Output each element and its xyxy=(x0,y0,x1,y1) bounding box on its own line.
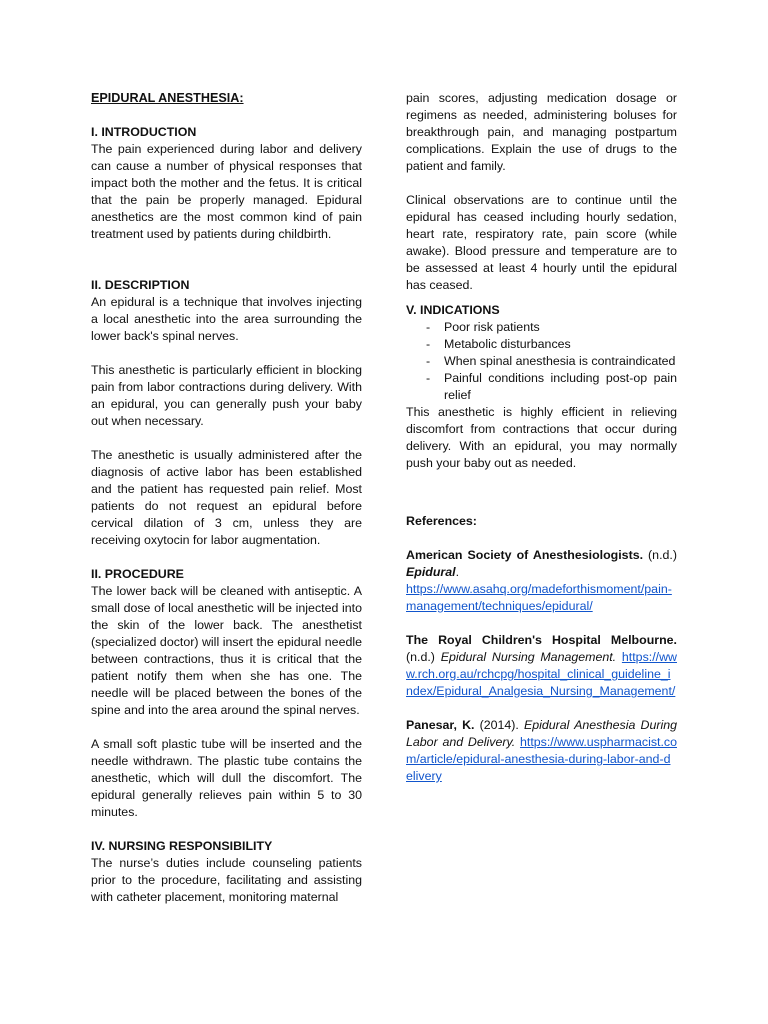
list-item: - Metabolic disturbances xyxy=(426,337,571,351)
nursing-heading: IV. NURSING RESPONSIBILITY xyxy=(91,839,273,853)
document-title: EPIDURAL ANESTHESIA: xyxy=(91,91,244,105)
reference-3-link[interactable]: https://www.uspharmacist.com/article/epidural-anesthesia-during-labor-and-delivery xyxy=(406,735,677,783)
description-heading: II. DESCRIPTION xyxy=(91,278,190,292)
intro-heading: I. INTRODUCTION xyxy=(91,125,197,139)
nursing-paragraph-1-start: The nurse’s duties include counseling patients prior to the procedure, facilitating and assisting with catheter placement, monitoring maternal xyxy=(91,856,362,904)
reference-3: Panesar, K. (2014). Epidural Anesthesia During Labor and Delivery. https://www.uspharmacist.com/article/epidural-anesthesia-during-labor-and-delivery xyxy=(406,718,677,783)
reference-1-link[interactable]: https://www.asahq.org/madeforthismoment/pain-management/techniques/epidural/ xyxy=(406,582,672,613)
indications-text: This anesthetic is highly efficient in relieving discomfort from contractions that occur during delivery. With an epidural, you may normally push your baby out as needed. xyxy=(406,405,677,470)
procedure-paragraph-1: The lower back will be cleaned with antiseptic. A small dose of local anesthetic will be injected into the skin of the lower back. The anesthetist (specialized doctor) will insert the epidural needle between contractions, thus it is critical that the patient notify them when she has one. The needle will be placed between the bones of the spine and into the area around the spinal nerves. xyxy=(91,584,362,717)
description-paragraph-3: The anesthetic is usually administered after the diagnosis of active labor has been established and the patient has requested pain relief. Most patients do not request an epidural before cervical dilation of 3 cm, unless they are receiving oxytocin for labor augmentation. xyxy=(91,448,362,547)
reference-2: The Royal Children's Hospital Melbourne. (n.d.) Epidural Nursing Management. https://www.rch.org.au/rchcpg/hospital_clinical_guideline_index/Epidural_Analgesia_Nursing_Management/ xyxy=(406,633,677,698)
nursing-paragraph-1-end: pain scores, adjusting medication dosage or regimens as needed, administering boluses for breakthrough pain, and managing postpartum complications. Explain the use of drugs to the patient and family. xyxy=(406,91,677,173)
right-column xyxy=(406,90,677,785)
description-paragraph-1: An epidural is a technique that involves injecting a local anesthetic into the area surrounding the lower back's spinal nerves. xyxy=(91,295,362,343)
list-item: - Poor risk patients xyxy=(426,320,540,334)
indications-heading: V. INDICATIONS xyxy=(406,303,500,317)
nursing-paragraph-2: Clinical observations are to continue until the epidural has ceased including hourly sedation, heart rate, respiratory rate, pain score (while awake). Blood pressure and temperature are to be assessed at least 4 hourly until the epidural has ceased. xyxy=(406,193,677,292)
list-item: - When spinal anesthesia is contraindicated xyxy=(426,354,676,368)
description-paragraph-2: This anesthetic is particularly efficient in blocking pain from labor contractions during delivery. With an epidural, you can generally push your baby out when necessary. xyxy=(91,363,362,428)
intro-text: The pain experienced during labor and delivery can cause a number of physical responses that impact both the mother and the fetus. It is critical that the pain be properly managed. Epidural anesthetics are the most common kind of pain treatment used by patients during childbirth. xyxy=(91,142,362,241)
references-heading: References: xyxy=(406,514,477,528)
left-column xyxy=(91,90,362,906)
procedure-paragraph-2: A small soft plastic tube will be inserted and the needle withdrawn. The plastic tube contains the anesthetic, which will dull the discomfort. The epidural generally relieves pain within 5 to 30 minutes. xyxy=(91,737,362,819)
reference-1: American Society of Anesthesiologists. (n.d.) Epidural. https://www.asahq.org/madeforthismoment/pain-management/techniques/epidural/ xyxy=(406,548,677,613)
procedure-heading: II. PROCEDURE xyxy=(91,567,184,581)
indications-list xyxy=(406,319,677,404)
list-item: - Painful conditions including post-op pain relief xyxy=(426,371,677,402)
reference-2-link[interactable]: https://www.rch.org.au/rchcpg/hospital_clinical_guideline_index/Epidural_Analgesia_Nursing_Management/ xyxy=(406,650,677,698)
